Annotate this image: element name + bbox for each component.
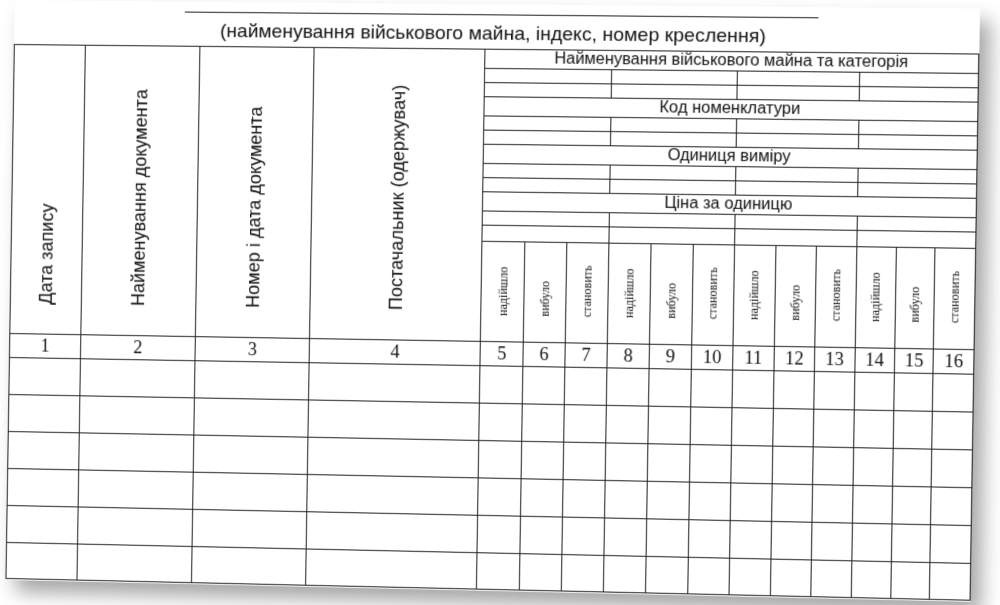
column-number-cell: 5 — [480, 341, 523, 366]
data-cell[interactable] — [773, 371, 814, 409]
data-cell[interactable] — [930, 525, 971, 564]
blank-grid-cell — [736, 133, 858, 149]
sub-header-cell — [607, 243, 651, 344]
column-number-cell: 14 — [854, 348, 894, 373]
column-number-cell: 4 — [310, 339, 481, 366]
sub-header-label: вибуло — [787, 284, 803, 321]
blank-grid-cell — [858, 134, 978, 150]
column-number-cell: 15 — [894, 348, 933, 373]
fixed-header-cell — [81, 45, 200, 336]
title-caption: (найменування військового майна, індекс, номер креслення) — [219, 20, 767, 48]
data-cell[interactable] — [521, 441, 564, 479]
data-cell[interactable] — [77, 507, 192, 547]
sub-header-cell — [774, 246, 816, 347]
column-number-cell: 8 — [607, 344, 650, 369]
data-cell[interactable] — [932, 411, 973, 450]
group-header-cell: Код номенклатури — [484, 97, 978, 122]
column-number-cell: 12 — [774, 346, 815, 371]
data-cell[interactable] — [648, 406, 690, 444]
data-cell[interactable] — [79, 396, 194, 435]
sub-header-cell — [815, 246, 857, 348]
data-cell[interactable] — [854, 372, 895, 410]
group-header-cell: Найменування військового майна та категорія — [485, 49, 979, 73]
data-cell[interactable] — [690, 369, 732, 407]
data-cell[interactable] — [606, 405, 649, 443]
data-cell[interactable] — [731, 445, 772, 483]
data-cell[interactable] — [893, 448, 933, 487]
data-cell[interactable] — [811, 560, 851, 598]
group-header-cell: Одиниця виміру — [484, 144, 978, 169]
data-cell[interactable] — [772, 446, 813, 484]
data-cell[interactable] — [853, 448, 894, 487]
column-number-cell: 3 — [195, 337, 310, 363]
blank-grid-cell — [485, 83, 612, 99]
data-cell[interactable] — [480, 366, 523, 404]
column-number-cell: 10 — [691, 345, 733, 370]
data-cell[interactable] — [6, 542, 77, 580]
data-cell[interactable] — [729, 558, 770, 596]
data-cell[interactable] — [647, 481, 689, 519]
sub-header-label: надійшло — [494, 266, 510, 317]
sub-header-cell — [934, 248, 976, 350]
data-cell[interactable] — [9, 357, 80, 395]
data-cell[interactable] — [563, 480, 605, 518]
data-cell[interactable] — [811, 522, 852, 561]
data-cell[interactable] — [732, 370, 773, 408]
sub-header-label: становить — [827, 268, 843, 322]
data-cell[interactable] — [770, 559, 811, 597]
data-cell[interactable] — [690, 407, 732, 445]
fixed-header-label: Найменування документа — [127, 89, 152, 307]
data-cell[interactable] — [307, 474, 478, 515]
blank-grid-cell — [609, 227, 735, 245]
column-number-cell: 1 — [9, 334, 80, 359]
column-number-cell: 9 — [649, 344, 691, 369]
blank-grid-cell — [484, 130, 611, 146]
data-cell[interactable] — [564, 405, 606, 443]
blank-grid-cell — [737, 71, 859, 87]
blank-grid-cell — [482, 225, 609, 243]
sub-header-cell — [895, 247, 936, 349]
fixed-header-cell — [195, 46, 314, 338]
data-cell[interactable] — [931, 487, 972, 526]
fixed-header-label: Номер і дата документа — [242, 106, 266, 309]
data-cell[interactable] — [771, 521, 812, 560]
sub-header-label: становить — [704, 267, 721, 320]
data-cell[interactable] — [648, 444, 690, 482]
sub-header-cell — [481, 241, 525, 342]
data-cell[interactable] — [771, 484, 812, 523]
data-cell[interactable] — [520, 479, 563, 517]
data-cell[interactable] — [689, 445, 731, 483]
data-cell[interactable] — [688, 520, 730, 558]
data-cell[interactable] — [522, 366, 565, 404]
data-cell[interactable] — [603, 555, 646, 592]
data-cell[interactable] — [562, 517, 604, 555]
column-number-cell: 13 — [814, 347, 854, 372]
sub-header-label: становить — [946, 270, 962, 324]
data-cell[interactable] — [604, 480, 647, 518]
data-cell[interactable] — [306, 549, 477, 589]
data-cell[interactable] — [893, 411, 933, 450]
data-cell[interactable] — [78, 470, 193, 509]
sub-header-cell — [650, 244, 693, 345]
blank-grid-cell — [859, 87, 979, 103]
group-header-cell: Ціна за одиницю — [483, 192, 977, 218]
data-cell[interactable] — [730, 521, 771, 560]
data-cell[interactable] — [193, 435, 308, 474]
data-cell[interactable] — [7, 505, 78, 544]
blank-grid-cell — [611, 70, 737, 86]
data-cell[interactable] — [477, 553, 520, 590]
blank-grid-cell — [857, 182, 977, 198]
title-underline — [185, 12, 819, 19]
blank-grid-cell — [736, 181, 858, 197]
data-cell[interactable] — [195, 361, 310, 400]
data-cell[interactable] — [80, 359, 195, 398]
data-cell[interactable] — [479, 440, 522, 478]
blank-grid-cell — [859, 72, 979, 88]
fixed-header-label: Дата запису — [35, 203, 57, 305]
data-cell[interactable] — [851, 523, 892, 562]
data-cell[interactable] — [851, 561, 892, 599]
blank-grid-cell — [610, 117, 736, 133]
sub-header-label: надійшло — [621, 268, 637, 319]
sub-header-label: надійшло — [746, 270, 762, 321]
data-cell[interactable] — [477, 515, 520, 553]
data-cell[interactable] — [687, 557, 729, 595]
blank-grid-cell — [856, 230, 976, 248]
blank-grid-cell — [610, 132, 736, 148]
data-cell[interactable] — [730, 483, 771, 521]
blank-grid-cell — [611, 84, 737, 100]
blank-grid-cell — [485, 68, 612, 84]
column-number-cell: 11 — [733, 346, 774, 371]
ledger-table — [5, 44, 979, 601]
sub-header-cell — [733, 245, 775, 346]
data-cell[interactable] — [8, 394, 79, 432]
data-cell[interactable] — [309, 363, 480, 403]
data-cell[interactable] — [853, 410, 894, 449]
data-cell[interactable] — [604, 518, 647, 556]
data-cell[interactable] — [77, 544, 192, 583]
sub-header-cell — [691, 244, 734, 345]
blank-grid-cell — [858, 120, 978, 136]
blank-grid-cell — [737, 85, 859, 101]
data-cell[interactable] — [852, 485, 893, 524]
data-cell[interactable] — [522, 404, 565, 442]
column-number-cell: 16 — [933, 349, 974, 374]
column-number-cell: 2 — [80, 335, 195, 361]
sub-header-label: вибуло — [537, 280, 552, 317]
data-cell[interactable] — [562, 555, 604, 592]
data-cell[interactable] — [892, 486, 932, 525]
blank-grid-cell — [484, 116, 611, 132]
sub-header-label: становить — [579, 265, 595, 318]
data-cell[interactable] — [812, 485, 853, 524]
fixed-header-label: Постачальник (одержувач) — [384, 84, 409, 311]
document-sheet — [5, 0, 980, 602]
data-cell[interactable] — [194, 398, 309, 437]
blank-grid-cell — [857, 168, 977, 184]
sub-header-label: надійшло — [867, 272, 883, 323]
sub-header-cell — [566, 243, 609, 344]
data-cell[interactable] — [8, 431, 79, 469]
data-cell[interactable] — [7, 468, 78, 506]
data-cell[interactable] — [814, 371, 855, 409]
data-cell[interactable] — [308, 400, 479, 441]
sub-header-label: вибуло — [906, 286, 923, 323]
data-cell[interactable] — [646, 556, 688, 593]
data-cell[interactable] — [646, 519, 688, 557]
data-cell[interactable] — [307, 512, 478, 553]
data-cell[interactable] — [519, 554, 562, 591]
blank-grid-cell — [737, 119, 859, 135]
data-cell[interactable] — [520, 516, 563, 554]
data-cell[interactable] — [606, 368, 649, 406]
blank-grid-cell — [735, 229, 857, 247]
data-cell[interactable] — [930, 563, 971, 601]
data-cell[interactable] — [732, 408, 773, 446]
fixed-header-cell — [310, 47, 485, 341]
data-cell[interactable] — [932, 449, 973, 488]
data-cell[interactable] — [308, 437, 479, 478]
data-cell[interactable] — [772, 408, 813, 446]
data-cell[interactable] — [563, 442, 605, 480]
data-cell[interactable] — [565, 367, 607, 405]
data-cell[interactable] — [891, 562, 931, 600]
column-number-cell: 6 — [523, 342, 566, 367]
data-cell[interactable] — [192, 509, 307, 549]
data-cell[interactable] — [649, 369, 691, 407]
data-cell[interactable] — [478, 478, 521, 516]
data-cell[interactable] — [933, 374, 974, 413]
data-cell[interactable] — [894, 373, 934, 411]
data-cell[interactable] — [479, 403, 522, 441]
data-cell[interactable] — [605, 443, 648, 481]
sub-header-cell — [855, 247, 897, 349]
sub-header-label: вибуло — [663, 282, 679, 319]
data-cell[interactable] — [79, 433, 194, 472]
data-cell[interactable] — [813, 409, 854, 447]
blank-grid-cell — [610, 165, 736, 181]
column-number-cell: 7 — [565, 343, 607, 368]
data-cell[interactable] — [813, 447, 854, 485]
sub-header-cell — [523, 242, 567, 343]
data-cell[interactable] — [192, 546, 307, 585]
data-cell[interactable] — [891, 524, 931, 563]
data-cell[interactable] — [193, 472, 308, 512]
blank-grid-cell — [736, 167, 858, 183]
fixed-header-cell — [10, 45, 85, 335]
data-cell[interactable] — [689, 482, 731, 520]
